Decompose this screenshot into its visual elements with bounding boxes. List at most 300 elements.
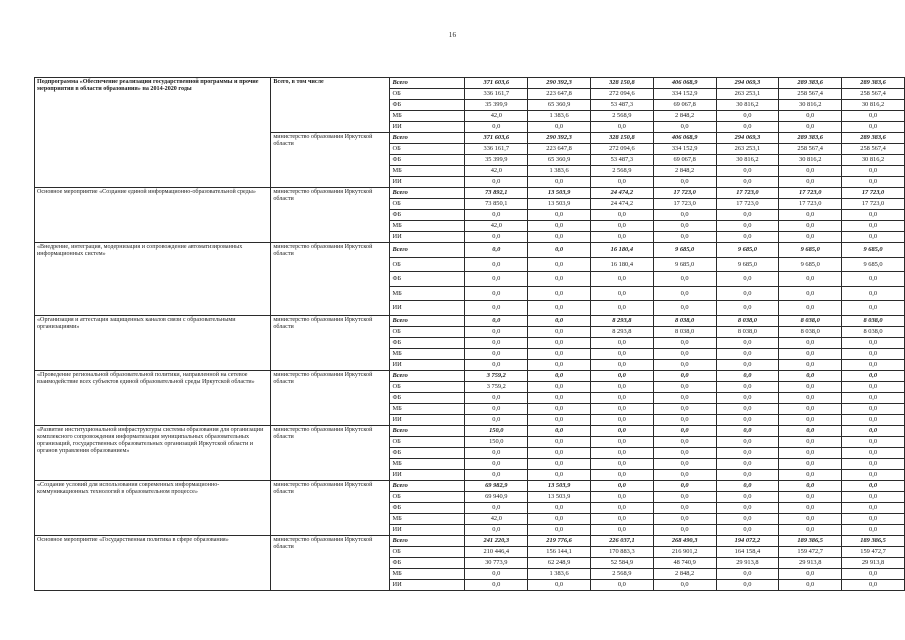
amount-cell: 0,0 (716, 111, 779, 122)
amount-cell: 0,0 (779, 491, 842, 502)
table-row (35, 480, 905, 491)
amount-cell: 0,0 (590, 436, 653, 447)
amount-cell: 0,0 (528, 359, 591, 370)
amount-cell: 0,0 (842, 568, 905, 579)
measure-name: Основное мероприятие «Государственная политика в сфере образования» (35, 535, 271, 590)
amount-cell: 0,0 (716, 272, 779, 287)
amount-cell: 159 472,7 (842, 546, 905, 557)
amount-cell: 0,0 (653, 425, 716, 436)
amount-cell: 2 568,9 (590, 166, 653, 177)
responsible-executor: министерство образования Иркутской области (271, 535, 390, 590)
amount-cell: 0,0 (716, 122, 779, 133)
amount-cell: 0,0 (842, 458, 905, 469)
amount-cell: 0,0 (528, 502, 591, 513)
amount-cell: 17 723,0 (842, 199, 905, 210)
amount-cell: 0,0 (465, 359, 528, 370)
amount-cell: 9 685,0 (842, 243, 905, 258)
amount-cell: 0,0 (716, 469, 779, 480)
amount-cell: 17 723,0 (716, 199, 779, 210)
measure-name: «Развитие институциональной инфраструктуры системы образования для организации комплексного сопровождения информатизации муниципальных образовательных организаций, государственных образовательных организаций Иркутской области и органов управления образованием» (35, 425, 271, 480)
amount-cell: 8 038,0 (842, 315, 905, 326)
amount-cell: 0,0 (779, 177, 842, 188)
amount-cell: 0,0 (528, 232, 591, 243)
amount-cell: 24 474,2 (590, 188, 653, 199)
table-row (35, 78, 905, 89)
amount-cell: 0,0 (716, 568, 779, 579)
funding-source: ФБ (390, 502, 465, 513)
funding-source: ИИ (390, 469, 465, 480)
amount-cell: 13 503,9 (528, 188, 591, 199)
amount-cell: 0,0 (465, 326, 528, 337)
responsible-executor: Всего, в том числе (271, 78, 390, 133)
amount-cell: 0,0 (528, 177, 591, 188)
funding-source: ИИ (390, 232, 465, 243)
amount-cell: 0,0 (590, 458, 653, 469)
funding-source: Всего (390, 425, 465, 436)
responsible-executor: министерство образования Иркутской области (271, 188, 390, 243)
amount-cell: 0,0 (716, 491, 779, 502)
amount-cell: 294 069,3 (716, 133, 779, 144)
amount-cell: 0,0 (842, 502, 905, 513)
amount-cell: 9 685,0 (653, 243, 716, 258)
measure-name: Основное мероприятие «Создание единой информационно-образовательной среды» (35, 188, 271, 243)
page-number: 16 (448, 31, 457, 39)
responsible-executor: министерство образования Иркутской области (271, 133, 390, 188)
amount-cell: 9 685,0 (779, 257, 842, 272)
amount-cell: 334 152,9 (653, 89, 716, 100)
amount-cell: 219 776,6 (528, 535, 591, 546)
amount-cell: 0,0 (528, 436, 591, 447)
amount-cell: 0,0 (528, 370, 591, 381)
amount-cell: 0,0 (590, 359, 653, 370)
amount-cell: 69 067,8 (653, 155, 716, 166)
amount-cell: 0,0 (465, 348, 528, 359)
measure-name: «Проведение региональной образовательной политики, направленной на сетевое взаимодействие всех субъектов единой образовательной среды Иркутской области» (35, 370, 271, 425)
amount-cell: 30 816,2 (842, 100, 905, 111)
amount-cell: 0,0 (716, 232, 779, 243)
amount-cell: 30 816,2 (716, 100, 779, 111)
amount-cell: 0,0 (842, 177, 905, 188)
amount-cell: 0,0 (779, 414, 842, 425)
amount-cell: 0,0 (842, 210, 905, 221)
amount-cell: 0,0 (842, 480, 905, 491)
amount-cell: 0,0 (528, 221, 591, 232)
amount-cell: 17 723,0 (842, 188, 905, 199)
amount-cell: 52 584,9 (590, 557, 653, 568)
amount-cell: 0,0 (716, 337, 779, 348)
amount-cell: 1 383,6 (528, 111, 591, 122)
amount-cell: 289 383,6 (842, 78, 905, 89)
amount-cell: 0,0 (528, 315, 591, 326)
amount-cell: 0,0 (779, 524, 842, 535)
amount-cell: 69 067,8 (653, 100, 716, 111)
amount-cell: 0,0 (528, 469, 591, 480)
responsible-executor: министерство образования Иркутской области (271, 243, 390, 316)
amount-cell: 0,0 (528, 458, 591, 469)
amount-cell: 0,0 (779, 286, 842, 301)
amount-cell: 0,0 (842, 337, 905, 348)
amount-cell: 0,0 (779, 469, 842, 480)
funding-source: Всего (390, 188, 465, 199)
amount-cell: 0,0 (528, 286, 591, 301)
amount-cell: 0,0 (842, 370, 905, 381)
amount-cell: 258 567,4 (842, 144, 905, 155)
funding-source: ОБ (390, 144, 465, 155)
amount-cell: 0,0 (590, 221, 653, 232)
amount-cell: 0,0 (716, 502, 779, 513)
amount-cell: 189 386,5 (842, 535, 905, 546)
amount-cell: 0,0 (590, 524, 653, 535)
amount-cell: 0,0 (465, 315, 528, 326)
amount-cell: 289 383,6 (779, 133, 842, 144)
funding-source: ФБ (390, 337, 465, 348)
amount-cell: 30 816,2 (779, 100, 842, 111)
amount-cell: 13 503,9 (528, 491, 591, 502)
amount-cell: 30 816,2 (842, 155, 905, 166)
amount-cell: 69 940,9 (465, 491, 528, 502)
amount-cell: 2 568,9 (590, 111, 653, 122)
amount-cell: 0,0 (590, 337, 653, 348)
amount-cell: 0,0 (653, 469, 716, 480)
funding-source: ФБ (390, 447, 465, 458)
amount-cell: 0,0 (842, 513, 905, 524)
funding-source: ФБ (390, 272, 465, 287)
amount-cell: 0,0 (653, 513, 716, 524)
amount-cell: 0,0 (779, 272, 842, 287)
amount-cell: 0,0 (842, 447, 905, 458)
amount-cell: 0,0 (528, 403, 591, 414)
responsible-executor: министерство образования Иркутской области (271, 370, 390, 425)
amount-cell: 0,0 (842, 111, 905, 122)
amount-cell: 0,0 (465, 122, 528, 133)
amount-cell: 9 685,0 (779, 243, 842, 258)
amount-cell: 210 446,4 (465, 546, 528, 557)
amount-cell: 0,0 (716, 301, 779, 316)
amount-cell: 17 723,0 (653, 188, 716, 199)
amount-cell: 42,0 (465, 111, 528, 122)
amount-cell: 0,0 (653, 403, 716, 414)
amount-cell: 2 848,2 (653, 166, 716, 177)
amount-cell: 16 180,4 (590, 243, 653, 258)
table-row (35, 243, 905, 258)
amount-cell: 0,0 (779, 301, 842, 316)
amount-cell: 0,0 (465, 568, 528, 579)
amount-cell: 0,0 (465, 458, 528, 469)
amount-cell: 0,0 (779, 447, 842, 458)
amount-cell: 0,0 (842, 425, 905, 436)
amount-cell: 0,0 (779, 579, 842, 590)
amount-cell: 8 293,8 (590, 326, 653, 337)
amount-cell: 53 487,3 (590, 155, 653, 166)
amount-cell: 216 901,2 (653, 546, 716, 557)
amount-cell: 0,0 (779, 348, 842, 359)
funding-source: ОБ (390, 89, 465, 100)
funding-source: ОБ (390, 546, 465, 557)
amount-cell: 0,0 (842, 166, 905, 177)
amount-cell: 170 883,3 (590, 546, 653, 557)
funding-source: Всего (390, 315, 465, 326)
amount-cell: 0,0 (716, 221, 779, 232)
amount-cell: 0,0 (716, 210, 779, 221)
amount-cell: 289 383,6 (842, 133, 905, 144)
funding-source: ФБ (390, 557, 465, 568)
funding-source: ОБ (390, 491, 465, 502)
funding-source: ОБ (390, 326, 465, 337)
amount-cell: 0,0 (590, 272, 653, 287)
amount-cell: 290 392,3 (528, 78, 591, 89)
amount-cell: 328 150,8 (590, 78, 653, 89)
amount-cell: 272 094,6 (590, 144, 653, 155)
amount-cell: 0,0 (779, 337, 842, 348)
amount-cell: 258 567,4 (779, 144, 842, 155)
amount-cell: 2 848,2 (653, 111, 716, 122)
amount-cell: 0,0 (528, 243, 591, 258)
funding-source: МБ (390, 286, 465, 301)
amount-cell: 3 759,2 (465, 370, 528, 381)
amount-cell: 406 068,9 (653, 78, 716, 89)
table-row (35, 188, 905, 199)
amount-cell: 1 383,6 (528, 568, 591, 579)
amount-cell: 0,0 (842, 403, 905, 414)
funding-source: ФБ (390, 392, 465, 403)
amount-cell: 0,0 (528, 326, 591, 337)
amount-cell: 371 603,6 (465, 78, 528, 89)
amount-cell: 0,0 (653, 458, 716, 469)
amount-cell: 241 220,3 (465, 535, 528, 546)
amount-cell: 0,0 (590, 447, 653, 458)
amount-cell: 159 472,7 (779, 546, 842, 557)
amount-cell: 0,0 (528, 579, 591, 590)
funding-source: МБ (390, 568, 465, 579)
amount-cell: 0,0 (653, 359, 716, 370)
funding-source: ИИ (390, 414, 465, 425)
amount-cell: 8 038,0 (716, 326, 779, 337)
amount-cell: 334 152,9 (653, 144, 716, 155)
amount-cell: 13 503,9 (528, 199, 591, 210)
amount-cell: 0,0 (779, 502, 842, 513)
amount-cell: 0,0 (716, 458, 779, 469)
table-row (35, 370, 905, 381)
amount-cell: 42,0 (465, 513, 528, 524)
table-row (35, 535, 905, 546)
amount-cell: 0,0 (590, 348, 653, 359)
funding-source: Всего (390, 535, 465, 546)
amount-cell: 268 490,3 (653, 535, 716, 546)
amount-cell: 0,0 (716, 177, 779, 188)
amount-cell: 258 567,4 (842, 89, 905, 100)
amount-cell: 0,0 (528, 392, 591, 403)
amount-cell: 0,0 (842, 436, 905, 447)
amount-cell: 0,0 (653, 436, 716, 447)
funding-source: Всего (390, 78, 465, 89)
amount-cell: 0,0 (590, 286, 653, 301)
amount-cell: 0,0 (779, 221, 842, 232)
funding-source: ИИ (390, 301, 465, 316)
amount-cell: 0,0 (716, 447, 779, 458)
budget-body (35, 78, 905, 591)
funding-source: ИИ (390, 177, 465, 188)
amount-cell: 8 038,0 (842, 326, 905, 337)
amount-cell: 0,0 (653, 221, 716, 232)
amount-cell: 0,0 (653, 232, 716, 243)
amount-cell: 0,0 (653, 392, 716, 403)
amount-cell: 0,0 (590, 480, 653, 491)
funding-source: ФБ (390, 210, 465, 221)
amount-cell: 65 360,9 (528, 155, 591, 166)
measure-name: «Внедрение, интеграция, модернизация и сопровождение автоматизированных информационных систем» (35, 243, 271, 316)
measure-name: «Организация и аттестация защищенных каналов связи с образовательными организациями» (35, 315, 271, 370)
amount-cell: 9 685,0 (842, 257, 905, 272)
amount-cell: 13 503,9 (528, 480, 591, 491)
amount-cell: 0,0 (716, 392, 779, 403)
amount-cell: 164 158,4 (716, 546, 779, 557)
table-row (35, 425, 905, 436)
amount-cell: 2 568,9 (590, 568, 653, 579)
amount-cell: 8 038,0 (653, 315, 716, 326)
amount-cell: 194 072,2 (716, 535, 779, 546)
amount-cell: 0,0 (842, 272, 905, 287)
amount-cell: 9 685,0 (716, 243, 779, 258)
amount-cell: 0,0 (465, 524, 528, 535)
amount-cell: 8 038,0 (716, 315, 779, 326)
amount-cell: 0,0 (842, 348, 905, 359)
funding-source: МБ (390, 458, 465, 469)
amount-cell: 0,0 (528, 301, 591, 316)
funding-source: ФБ (390, 155, 465, 166)
amount-cell: 0,0 (716, 348, 779, 359)
amount-cell: 0,0 (465, 337, 528, 348)
amount-cell: 73 850,1 (465, 199, 528, 210)
amount-cell: 0,0 (528, 524, 591, 535)
funding-source: ФБ (390, 100, 465, 111)
amount-cell: 17 723,0 (779, 188, 842, 199)
amount-cell: 3 759,2 (465, 381, 528, 392)
amount-cell: 53 487,3 (590, 100, 653, 111)
amount-cell: 29 913,8 (716, 557, 779, 568)
amount-cell: 258 567,4 (779, 89, 842, 100)
funding-source: МБ (390, 166, 465, 177)
amount-cell: 0,0 (653, 414, 716, 425)
amount-cell: 0,0 (528, 272, 591, 287)
amount-cell: 16 180,4 (590, 257, 653, 272)
measure-name: Подпрограмма «Обеспечение реализации государственной программы и прочие мероприятия в области образования» на 2014-2020 годы (35, 78, 271, 188)
amount-cell: 30 816,2 (779, 155, 842, 166)
amount-cell: 0,0 (779, 232, 842, 243)
amount-cell: 0,0 (528, 257, 591, 272)
amount-cell: 0,0 (528, 348, 591, 359)
amount-cell: 294 069,3 (716, 78, 779, 89)
amount-cell: 272 094,6 (590, 89, 653, 100)
amount-cell: 0,0 (779, 381, 842, 392)
amount-cell: 0,0 (528, 414, 591, 425)
amount-cell: 0,0 (590, 122, 653, 133)
funding-source: ИИ (390, 524, 465, 535)
budget-table (34, 77, 905, 591)
amount-cell: 223 647,8 (528, 89, 591, 100)
amount-cell: 371 603,6 (465, 133, 528, 144)
amount-cell: 0,0 (590, 210, 653, 221)
amount-cell: 0,0 (465, 502, 528, 513)
amount-cell: 0,0 (653, 286, 716, 301)
amount-cell: 0,0 (590, 502, 653, 513)
funding-source: Всего (390, 243, 465, 258)
amount-cell: 0,0 (842, 392, 905, 403)
amount-cell: 30 816,2 (716, 155, 779, 166)
amount-cell: 290 392,3 (528, 133, 591, 144)
amount-cell: 0,0 (779, 425, 842, 436)
amount-cell: 69 982,9 (465, 480, 528, 491)
amount-cell: 0,0 (590, 301, 653, 316)
amount-cell: 0,0 (842, 221, 905, 232)
funding-source: ИИ (390, 359, 465, 370)
amount-cell: 0,0 (465, 286, 528, 301)
amount-cell: 263 253,1 (716, 89, 779, 100)
amount-cell: 8 038,0 (653, 326, 716, 337)
amount-cell: 0,0 (528, 513, 591, 524)
amount-cell: 0,0 (716, 425, 779, 436)
amount-cell: 0,0 (590, 513, 653, 524)
amount-cell: 0,0 (779, 513, 842, 524)
funding-source: МБ (390, 513, 465, 524)
funding-source: Всего (390, 133, 465, 144)
amount-cell: 0,0 (842, 491, 905, 502)
amount-cell: 0,0 (842, 301, 905, 316)
amount-cell: 42,0 (465, 221, 528, 232)
amount-cell: 0,0 (465, 579, 528, 590)
amount-cell: 29 913,8 (842, 557, 905, 568)
amount-cell: 0,0 (590, 403, 653, 414)
amount-cell: 0,0 (779, 166, 842, 177)
amount-cell: 336 161,7 (465, 144, 528, 155)
amount-cell: 0,0 (779, 210, 842, 221)
amount-cell: 189 386,5 (779, 535, 842, 546)
amount-cell: 150,0 (465, 425, 528, 436)
amount-cell: 24 474,2 (590, 199, 653, 210)
amount-cell: 328 150,8 (590, 133, 653, 144)
funding-source: ИИ (390, 122, 465, 133)
amount-cell: 0,0 (716, 436, 779, 447)
amount-cell: 0,0 (779, 436, 842, 447)
amount-cell: 48 740,9 (653, 557, 716, 568)
funding-source: Всего (390, 370, 465, 381)
amount-cell: 0,0 (716, 513, 779, 524)
amount-cell: 0,0 (465, 301, 528, 316)
amount-cell: 0,0 (465, 243, 528, 258)
amount-cell: 0,0 (779, 568, 842, 579)
amount-cell: 0,0 (653, 348, 716, 359)
amount-cell: 0,0 (716, 579, 779, 590)
amount-cell: 0,0 (653, 122, 716, 133)
amount-cell: 0,0 (779, 370, 842, 381)
amount-cell: 0,0 (716, 359, 779, 370)
amount-cell: 0,0 (465, 257, 528, 272)
amount-cell: 0,0 (653, 301, 716, 316)
amount-cell: 0,0 (716, 166, 779, 177)
amount-cell: 29 913,8 (779, 557, 842, 568)
amount-cell: 0,0 (716, 381, 779, 392)
amount-cell: 73 892,1 (465, 188, 528, 199)
amount-cell: 0,0 (590, 232, 653, 243)
amount-cell: 0,0 (528, 210, 591, 221)
amount-cell: 0,0 (653, 337, 716, 348)
amount-cell: 17 723,0 (779, 199, 842, 210)
funding-source: МБ (390, 403, 465, 414)
amount-cell: 0,0 (653, 272, 716, 287)
amount-cell: 0,0 (842, 232, 905, 243)
amount-cell: 0,0 (716, 524, 779, 535)
amount-cell: 8 038,0 (779, 315, 842, 326)
funding-source: ОБ (390, 199, 465, 210)
